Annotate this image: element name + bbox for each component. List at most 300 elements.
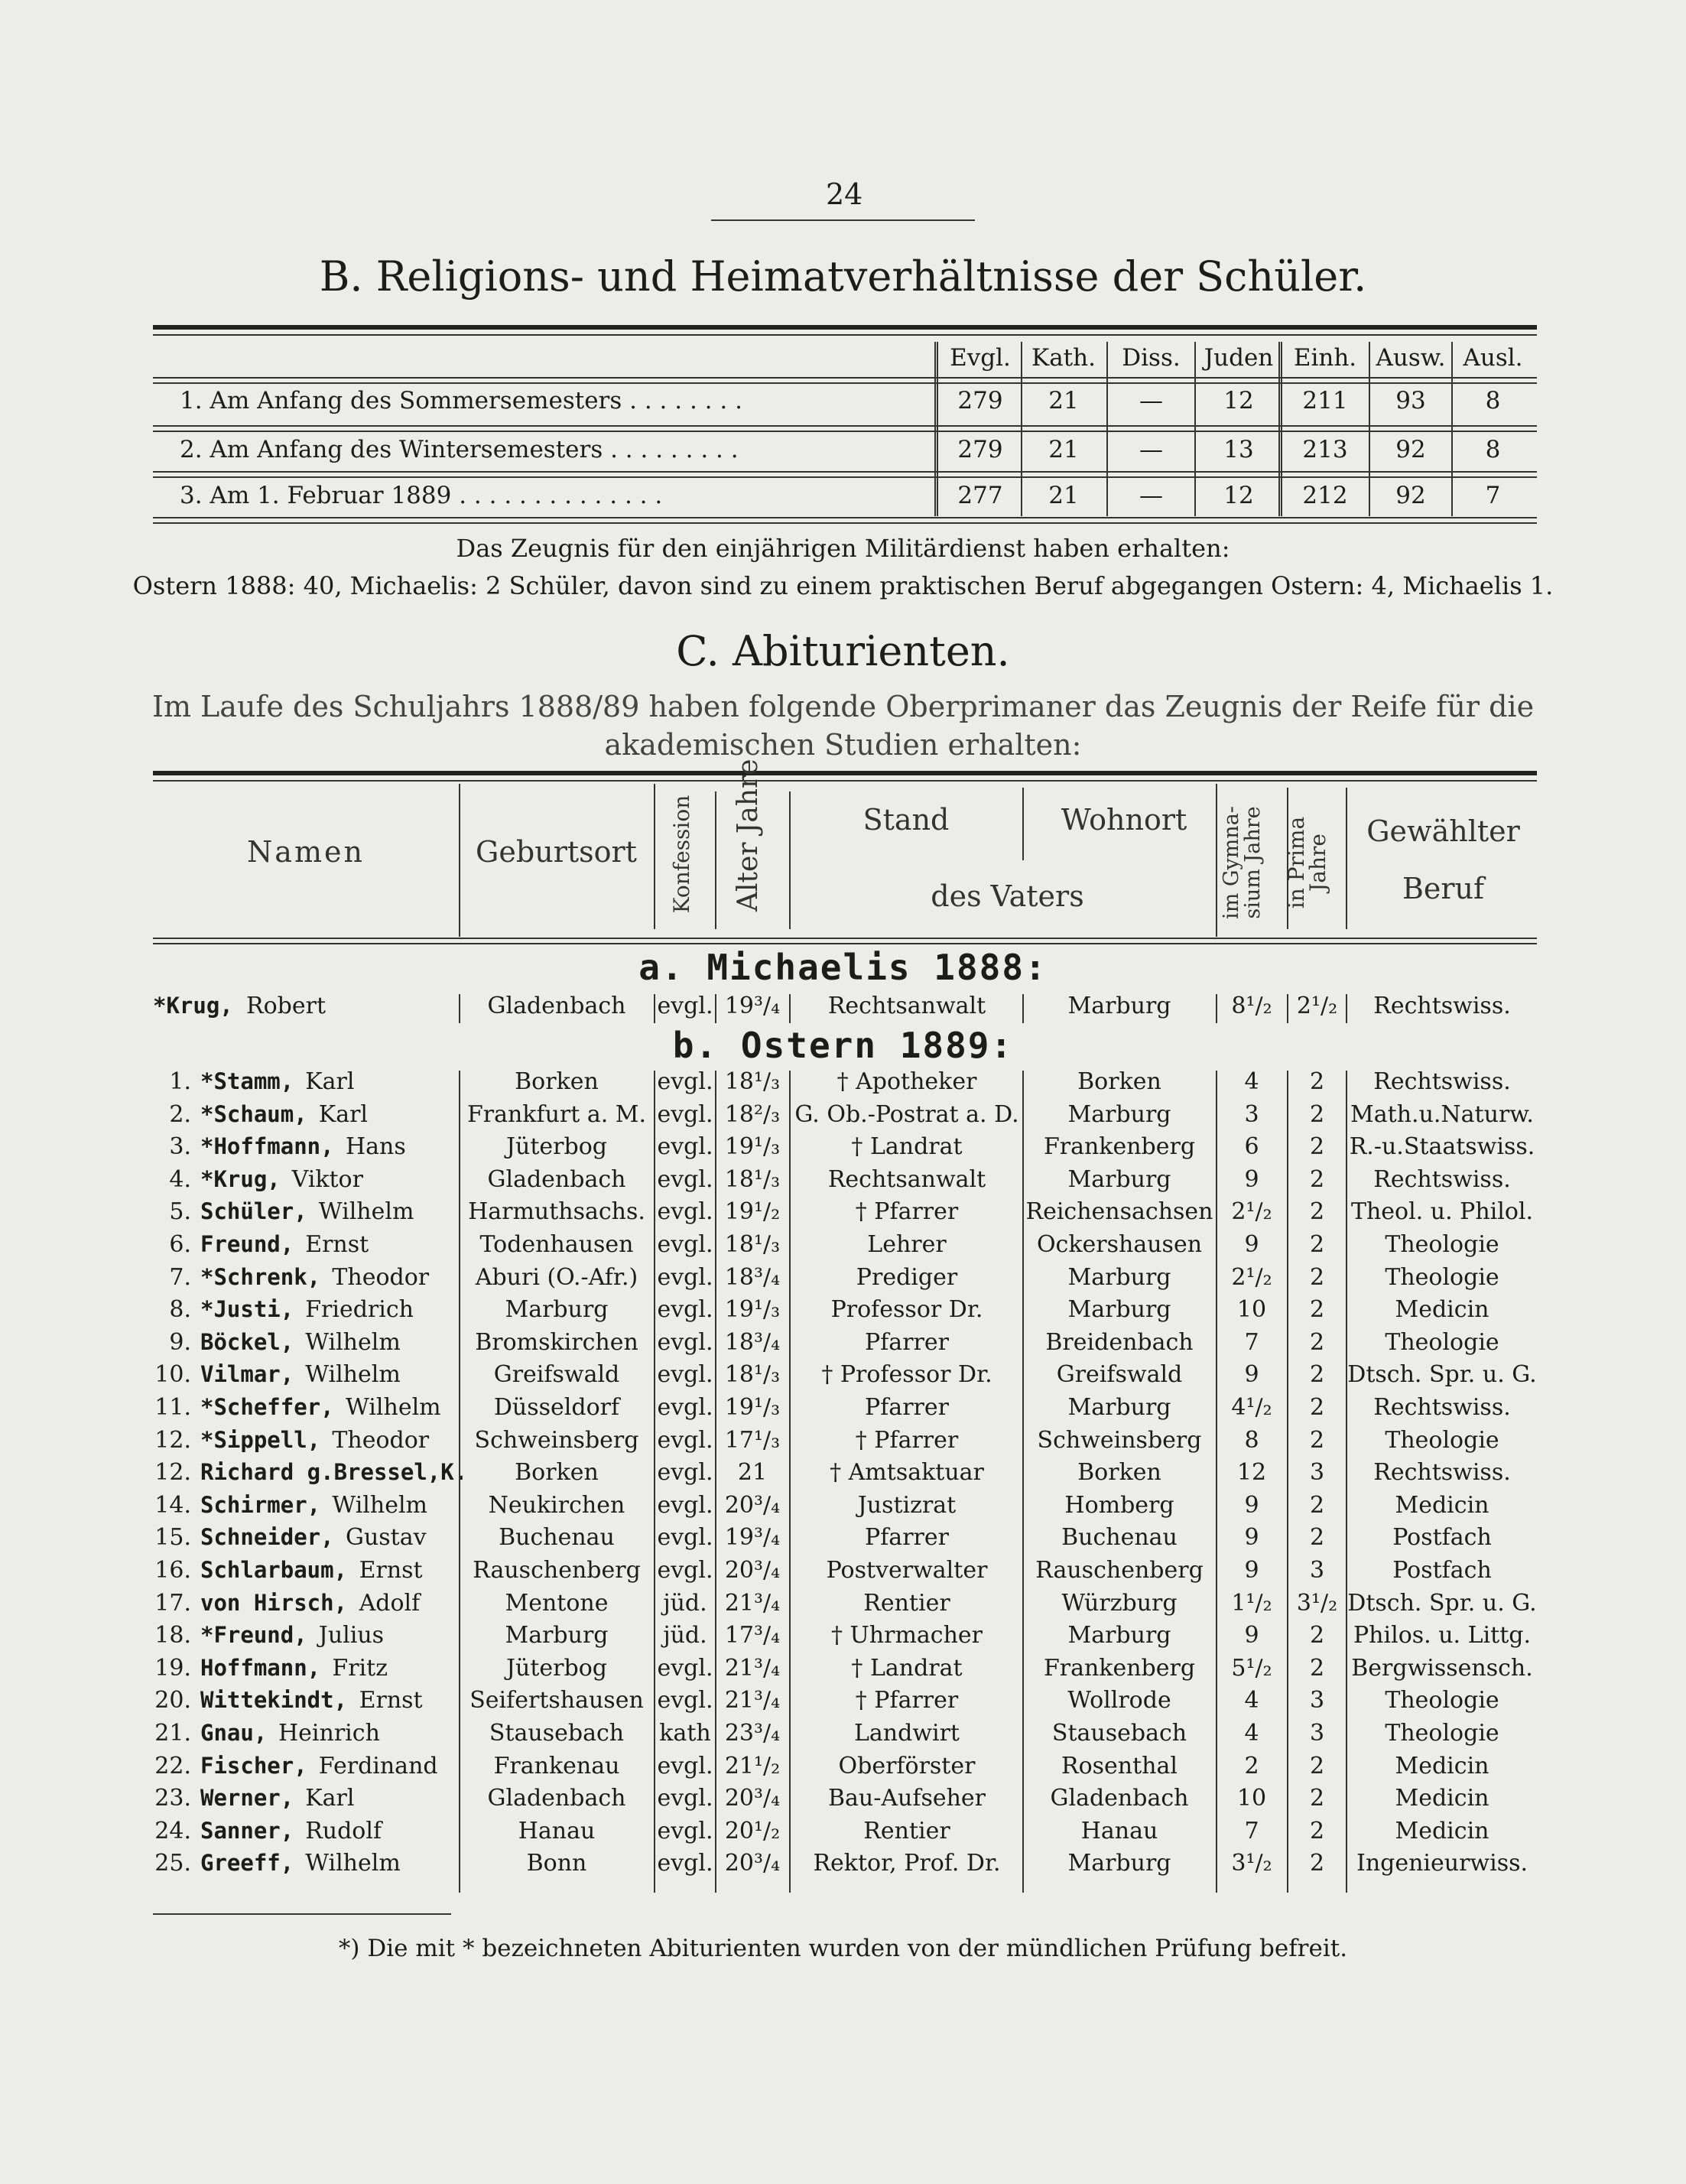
- header-divider: [715, 791, 716, 929]
- row-father-residence: Hanau: [1080, 1818, 1158, 1844]
- row-confession: evgl.: [657, 1687, 713, 1714]
- religion-cell: 279: [957, 387, 1003, 414]
- row-birthplace: Seifertshausen: [469, 1687, 644, 1714]
- row-father-residence: Marburg: [1067, 1850, 1171, 1877]
- abiturient-row: [0, 1850, 1686, 1882]
- religion-col-header: Evgl.: [950, 344, 1011, 372]
- row-firstname: Rudolf: [305, 1818, 382, 1844]
- row-gymnasium-years: 8¹/₂: [1231, 993, 1272, 1019]
- row-number: 1.: [169, 1068, 191, 1095]
- row-father-profession: Rentier: [863, 1818, 950, 1844]
- religion-col-divider: [1278, 342, 1282, 516]
- row-age: 18³/₄: [724, 1264, 781, 1291]
- body-col-divider: [654, 1071, 655, 1893]
- row-firstname: Fritz: [332, 1655, 388, 1682]
- body-col-divider: [459, 994, 460, 1023]
- row-number: 14.: [154, 1492, 191, 1519]
- row-prima-years: 3: [1309, 1557, 1325, 1584]
- abiturient-row: [0, 1394, 1686, 1426]
- row-father-residence: Marburg: [1067, 1296, 1171, 1323]
- row-birthplace: Jüterbog: [506, 1655, 607, 1682]
- religion-cell: 12: [1223, 482, 1254, 509]
- row-father-profession: Rechtsanwalt: [827, 993, 986, 1019]
- religion-col-header: Kath.: [1031, 344, 1096, 372]
- religion-row-label: 2. Am Anfang des Wintersemesters . . . . . . . . .: [180, 436, 739, 463]
- header-divider: [789, 791, 791, 929]
- row-firstname: Wilhelm: [305, 1361, 401, 1388]
- row-birthplace: Hanau: [518, 1818, 596, 1844]
- header-stand: Stand: [862, 803, 950, 837]
- row-age: 19¹/₃: [724, 1394, 781, 1421]
- row-career: Rechtswiss.: [1373, 1459, 1511, 1486]
- row-confession: kath: [659, 1720, 711, 1747]
- row-age: 21³/₄: [724, 1687, 781, 1714]
- row-age: 21: [737, 1459, 768, 1486]
- row-confession: jüd.: [663, 1590, 707, 1617]
- abiturient-row: [0, 1655, 1686, 1687]
- row-number: 20.: [154, 1687, 191, 1714]
- section-b-top-rule-thin: [153, 334, 1537, 336]
- religion-row-rule: [153, 476, 1537, 478]
- row-birthplace: Buchenau: [499, 1524, 615, 1551]
- section-b-title: B. Religions- und Heimatverhältnisse der Schüler.: [319, 252, 1367, 301]
- row-gymnasium-years: 2: [1244, 1753, 1259, 1779]
- religion-col-header: Diss.: [1122, 344, 1181, 372]
- row-career: R.-u.Staatswiss.: [1349, 1133, 1535, 1160]
- row-birthplace: Jüterbog: [506, 1133, 607, 1160]
- religion-row-rule: [153, 517, 1537, 518]
- row-career: Theologie: [1385, 1264, 1499, 1291]
- row-number: 24.: [154, 1818, 191, 1844]
- row-prima-years: 2: [1309, 1427, 1325, 1454]
- row-gymnasium-years: 10: [1236, 1785, 1267, 1812]
- abiturient-row: [0, 1590, 1686, 1622]
- row-father-profession: G. Ob.-Postrat a. D.: [794, 1101, 1019, 1128]
- abiturient-row: [0, 1329, 1686, 1361]
- religion-cell: 92: [1395, 482, 1426, 509]
- row-gymnasium-years: 7: [1244, 1818, 1259, 1844]
- row-career: Ingenieurwiss.: [1356, 1850, 1528, 1877]
- row-prima-years: 2: [1309, 1329, 1325, 1356]
- row-prima-years: 2: [1309, 1753, 1325, 1779]
- row-prima-years: 2¹/₂: [1296, 993, 1338, 1019]
- section-c-top-rule-thin: [153, 780, 1537, 782]
- row-confession: evgl.: [657, 1427, 713, 1454]
- row-number: 18.: [154, 1622, 191, 1649]
- row-confession: evgl.: [657, 1101, 713, 1128]
- row-gymnasium-years: 9: [1244, 1166, 1259, 1193]
- row-surname: *Schrenk,: [200, 1264, 321, 1290]
- row-firstname: Robert: [246, 993, 326, 1019]
- religion-col-header: Einh.: [1293, 344, 1357, 372]
- abiturient-row: [0, 1720, 1686, 1752]
- row-father-profession: Oberförster: [838, 1753, 976, 1779]
- row-prima-years: 3: [1309, 1720, 1325, 1747]
- row-career: Rechtswiss.: [1373, 1166, 1511, 1193]
- religion-col-divider: [1369, 342, 1370, 516]
- row-age: 20³/₄: [724, 1492, 781, 1519]
- row-career: Theologie: [1385, 1687, 1499, 1714]
- row-father-residence: Borken: [1077, 1459, 1161, 1486]
- row-father-profession: † Amtsaktuar: [830, 1459, 984, 1486]
- religion-col-divider: [1021, 342, 1022, 516]
- row-birthplace: Borken: [515, 1459, 599, 1486]
- abiturient-row: [0, 1198, 1686, 1230]
- row-father-profession: Rektor, Prof. Dr.: [813, 1850, 1001, 1877]
- row-father-residence: Buchenau: [1061, 1524, 1178, 1551]
- row-father-residence: Wollrode: [1067, 1687, 1171, 1714]
- row-prima-years: 2: [1309, 1296, 1325, 1323]
- row-surname: Schlarbaum,: [200, 1557, 348, 1583]
- abiturient-row: [0, 1492, 1686, 1524]
- row-father-profession: † Pfarrer: [855, 1687, 959, 1714]
- row-firstname: Ernst: [305, 1231, 369, 1258]
- row-firstname: Theodor: [332, 1427, 430, 1454]
- row-father-residence: Würzburg: [1061, 1590, 1178, 1617]
- abiturient-row: [0, 1785, 1686, 1817]
- row-confession: evgl.: [657, 1850, 713, 1877]
- religion-row-label: 1. Am Anfang des Sommersemesters . . . . . . . .: [180, 387, 742, 414]
- row-number: 25.: [154, 1850, 191, 1877]
- section-c-intro-line1: Im Laufe des Schuljahrs 1888/89 haben folgende Oberprimaner das Zeugnis der Reife für die: [151, 690, 1535, 723]
- row-age: 20³/₄: [724, 1850, 781, 1877]
- abiturient-row: [0, 1427, 1686, 1459]
- abiturient-row: [0, 1101, 1686, 1133]
- row-father-residence: Breidenbach: [1045, 1329, 1194, 1356]
- row-father-residence: Marburg: [1067, 1166, 1171, 1193]
- row-prima-years: 2: [1309, 1622, 1325, 1649]
- row-career: Postfach: [1392, 1557, 1492, 1584]
- row-prima-years: 2: [1309, 1850, 1325, 1877]
- religion-cell: 7: [1485, 482, 1501, 509]
- row-firstname: Karl: [305, 1785, 355, 1812]
- row-age: 19¹/₃: [724, 1296, 781, 1323]
- row-surname: *Stamm,: [200, 1068, 294, 1094]
- abiturient-row: [0, 1687, 1686, 1719]
- religion-cell: —: [1139, 387, 1163, 414]
- row-gymnasium-years: 4¹/₂: [1231, 1394, 1272, 1421]
- row-birthplace: Schweinsberg: [474, 1427, 639, 1454]
- row-firstname: Friedrich: [305, 1296, 414, 1323]
- row-surname: *Krug,: [200, 1166, 281, 1192]
- row-age: 23³/₄: [724, 1720, 781, 1747]
- row-career: Bergwissensch.: [1351, 1655, 1533, 1682]
- religion-cell: 12: [1223, 387, 1254, 414]
- row-gymnasium-years: 4: [1244, 1687, 1259, 1714]
- row-father-residence: Marburg: [1067, 993, 1171, 1019]
- row-confession: jüd.: [663, 1622, 707, 1649]
- abiturient-row: [0, 1133, 1686, 1165]
- row-surname: Hoffmann,: [200, 1655, 321, 1681]
- religion-cell: —: [1139, 436, 1163, 463]
- row-father-profession: † Uhrmacher: [830, 1622, 983, 1649]
- row-confession: evgl.: [657, 1557, 713, 1584]
- header-geburtsort: Geburtsort: [476, 835, 637, 869]
- row-birthplace: Düsseldorf: [493, 1394, 620, 1421]
- row-father-profession: Prediger: [856, 1264, 958, 1291]
- body-col-divider: [789, 994, 791, 1023]
- row-birthplace: Stausebach: [489, 1720, 625, 1747]
- row-age: 19³/₄: [724, 993, 781, 1019]
- row-surname: *Freund,: [200, 1622, 307, 1648]
- body-col-divider: [1022, 1071, 1024, 1893]
- religion-cell: 13: [1223, 436, 1254, 463]
- religion-col-header: Ausl.: [1463, 344, 1523, 372]
- row-birthplace: Todenhausen: [479, 1231, 634, 1258]
- header-divider: [1216, 784, 1217, 937]
- row-prima-years: 2: [1309, 1492, 1325, 1519]
- row-number: 9.: [169, 1329, 191, 1356]
- body-col-divider: [1346, 994, 1347, 1023]
- row-career: Math.u.Naturw.: [1350, 1101, 1534, 1128]
- religion-col-divider: [1451, 342, 1453, 516]
- row-number: 2.: [169, 1101, 191, 1128]
- row-age: 18²/₃: [724, 1101, 781, 1128]
- row-gymnasium-years: 9: [1244, 1622, 1259, 1649]
- row-number: 12.: [154, 1427, 191, 1454]
- row-career: Dtsch. Spr. u. G.: [1347, 1361, 1537, 1388]
- religion-cell: 277: [957, 482, 1003, 509]
- abiturient-row: [0, 1459, 1686, 1491]
- row-number: 16.: [154, 1557, 191, 1584]
- section-c-header-rule-2: [153, 943, 1537, 944]
- row-surname: Böckel,: [200, 1329, 294, 1355]
- row-birthplace: Aburi (O.-Afr.): [475, 1264, 638, 1291]
- row-gymnasium-years: 4: [1244, 1720, 1259, 1747]
- row-father-residence: Rosenthal: [1061, 1753, 1178, 1779]
- row-number: 19.: [154, 1655, 191, 1682]
- section-c-top-rule: [153, 771, 1537, 775]
- row-age: 18¹/₃: [724, 1166, 781, 1193]
- row-father-profession: Pfarrer: [865, 1524, 949, 1551]
- religion-col-header: Juden: [1204, 344, 1274, 372]
- abiturient-row: [0, 1296, 1686, 1328]
- row-father-profession: Rentier: [863, 1590, 950, 1617]
- religion-cell: 213: [1302, 436, 1348, 463]
- row-confession: evgl.: [657, 1394, 713, 1421]
- row-surname: Greeff,: [200, 1850, 294, 1876]
- row-gymnasium-years: 1¹/₂: [1231, 1590, 1272, 1617]
- page-number-rule: [711, 219, 975, 221]
- body-col-divider: [1216, 1071, 1217, 1893]
- row-gymnasium-years: 10: [1236, 1296, 1267, 1323]
- religion-cell: —: [1139, 482, 1163, 509]
- abiturient-row: [0, 1231, 1686, 1263]
- row-prima-years: 3¹/₂: [1296, 1590, 1338, 1617]
- row-number: 11.: [154, 1394, 191, 1421]
- row-surname: Werner,: [200, 1785, 294, 1811]
- religion-row-rule: [153, 382, 1537, 384]
- row-surname: Schüler,: [200, 1198, 307, 1224]
- group-a-heading: a. Michaelis 1888:: [638, 947, 1048, 988]
- row-prima-years: 2: [1309, 1166, 1325, 1193]
- row-father-residence: Borken: [1077, 1068, 1161, 1095]
- abiturient-row: [0, 1068, 1686, 1100]
- row-career: Theologie: [1385, 1720, 1499, 1747]
- row-gymnasium-years: 6: [1244, 1133, 1259, 1160]
- religion-cell: 279: [957, 436, 1003, 463]
- row-father-profession: Justizrat: [857, 1492, 957, 1519]
- body-col-divider: [1216, 994, 1217, 1023]
- abiturient-row: [0, 1818, 1686, 1850]
- row-firstname: Ernst: [359, 1687, 423, 1714]
- row-confession: evgl.: [657, 1296, 713, 1323]
- body-col-divider: [715, 994, 716, 1023]
- row-confession: evgl.: [657, 1231, 713, 1258]
- row-father-profession: † Pfarrer: [855, 1198, 959, 1225]
- religion-row-rule: [153, 425, 1537, 427]
- row-prima-years: 2: [1309, 1101, 1325, 1128]
- row-number: 4.: [169, 1166, 191, 1193]
- religion-cell: 21: [1048, 387, 1079, 414]
- abiturient-row: [0, 1753, 1686, 1785]
- religion-cell: 21: [1048, 482, 1079, 509]
- row-confession: evgl.: [657, 1198, 713, 1225]
- row-gymnasium-years: 8: [1244, 1427, 1259, 1454]
- religion-cell: 21: [1048, 436, 1079, 463]
- row-surname: *Schaum,: [200, 1101, 307, 1127]
- row-birthplace: Bonn: [526, 1850, 587, 1877]
- row-career: Medicin: [1395, 1296, 1489, 1323]
- header-divider: [654, 784, 655, 929]
- row-father-residence: Marburg: [1067, 1101, 1171, 1128]
- row-father-profession: Pfarrer: [865, 1394, 949, 1421]
- row-firstname: Hans: [346, 1133, 406, 1160]
- abiturient-row: [0, 1264, 1686, 1296]
- religion-cell: 8: [1485, 387, 1501, 414]
- row-age: 18¹/₃: [724, 1361, 781, 1388]
- header-divider: [1346, 788, 1347, 929]
- row-firstname: Adolf: [359, 1590, 421, 1617]
- row-birthplace: Neukirchen: [488, 1492, 625, 1519]
- row-father-residence: Schweinsberg: [1037, 1427, 1202, 1454]
- header-divider: [459, 784, 460, 937]
- row-career: Medicin: [1395, 1753, 1489, 1779]
- row-gymnasium-years: 2¹/₂: [1231, 1198, 1272, 1225]
- footnote: *) Die mit * bezeichneten Abiturienten wurden von der mündlichen Prüfung befreit.: [338, 1935, 1348, 1962]
- section-c-title: C. Abiturienten.: [676, 627, 1010, 675]
- header-divider: [1022, 788, 1024, 860]
- row-confession: evgl.: [657, 1818, 713, 1844]
- row-father-profession: † Professor Dr.: [821, 1361, 992, 1388]
- row-firstname: Wilhelm: [332, 1492, 428, 1519]
- body-col-divider: [789, 1071, 791, 1893]
- row-career: Medicin: [1395, 1818, 1489, 1844]
- row-number: 15.: [154, 1524, 191, 1551]
- religion-cell: 8: [1485, 436, 1501, 463]
- row-prima-years: 2: [1309, 1361, 1325, 1388]
- row-career: Theol. u. Philol.: [1350, 1198, 1534, 1225]
- row-prima-years: 2: [1309, 1394, 1325, 1421]
- row-father-profession: Professor Dr.: [830, 1296, 983, 1323]
- row-prima-years: 2: [1309, 1785, 1325, 1812]
- abiturient-row: [0, 1524, 1686, 1556]
- religion-col-divider: [1106, 342, 1108, 516]
- row-gymnasium-years: 9: [1244, 1492, 1259, 1519]
- header-prima: in Prima Jahre: [1284, 816, 1330, 909]
- row-father-residence: Frankenberg: [1043, 1133, 1196, 1160]
- row-firstname: Wilhelm: [305, 1850, 401, 1877]
- row-age: 20³/₄: [724, 1557, 781, 1584]
- row-father-profession: Landwirt: [853, 1720, 960, 1747]
- row-firstname: Karl: [318, 1101, 369, 1128]
- row-confession: evgl.: [657, 1264, 713, 1291]
- row-father-profession: Lehrer: [867, 1231, 947, 1258]
- religion-cell: 212: [1302, 482, 1348, 509]
- row-prima-years: 2: [1309, 1068, 1325, 1095]
- row-prima-years: 3: [1309, 1687, 1325, 1714]
- body-col-divider: [459, 1071, 460, 1893]
- religion-row-rule: [153, 471, 1537, 473]
- row-birthplace: Marburg: [505, 1622, 609, 1649]
- row-prima-years: 2: [1309, 1524, 1325, 1551]
- abiturient-row: [0, 1361, 1686, 1393]
- row-age: 20³/₄: [724, 1785, 781, 1812]
- row-prima-years: 2: [1309, 1264, 1325, 1291]
- row-age: 21³/₄: [724, 1590, 781, 1617]
- row-number: 8.: [169, 1296, 191, 1323]
- row-career: Rechtswiss.: [1373, 993, 1511, 1019]
- row-surname: *Krug,: [153, 993, 233, 1019]
- row-prima-years: 2: [1309, 1231, 1325, 1258]
- row-surname: *Hoffmann,: [200, 1133, 334, 1159]
- row-father-residence: Frankenberg: [1043, 1655, 1196, 1682]
- religion-col-divider: [934, 342, 938, 516]
- row-number: 6.: [169, 1231, 191, 1258]
- row-career: Theologie: [1385, 1231, 1499, 1258]
- row-surname: Richard g.Bressel,K.: [200, 1459, 468, 1485]
- abiturient-row: [0, 1557, 1686, 1589]
- row-surname: von Hirsch,: [200, 1590, 348, 1616]
- body-col-divider: [654, 994, 655, 1023]
- row-surname: Vilmar,: [200, 1361, 294, 1387]
- body-col-divider: [1346, 1071, 1347, 1893]
- row-gymnasium-years: 12: [1236, 1459, 1267, 1486]
- row-age: 18¹/₃: [724, 1231, 781, 1258]
- row-age: 18¹/₃: [724, 1068, 781, 1095]
- row-surname: Fischer,: [200, 1753, 307, 1779]
- abiturient-row: [0, 1622, 1686, 1654]
- row-firstname: Wilhelm: [346, 1394, 441, 1421]
- header-gymnasium: im Gymna- sium Jahre: [1220, 806, 1265, 919]
- row-birthplace: Mentone: [505, 1590, 609, 1617]
- row-number: 21.: [154, 1720, 191, 1747]
- row-father-residence: Marburg: [1067, 1264, 1171, 1291]
- row-surname: *Scheffer,: [200, 1394, 334, 1420]
- row-father-residence: Ockershausen: [1036, 1231, 1203, 1258]
- header-beruf-1: Gewählter: [1366, 814, 1520, 848]
- row-father-profession: † Landrat: [851, 1655, 963, 1682]
- row-birthplace: Gladenbach: [487, 1785, 626, 1812]
- row-surname: Sanner,: [200, 1818, 294, 1844]
- row-birthplace: Borken: [515, 1068, 599, 1095]
- row-confession: evgl.: [657, 1785, 713, 1812]
- row-surname: *Justi,: [200, 1296, 294, 1322]
- row-prima-years: 2: [1309, 1133, 1325, 1160]
- row-firstname: Julius: [318, 1622, 385, 1649]
- row-age: 19¹/₂: [724, 1198, 781, 1225]
- row-gymnasium-years: 2¹/₂: [1231, 1264, 1272, 1291]
- religion-row-rule: [153, 377, 1537, 379]
- row-surname: Schneider,: [200, 1524, 334, 1550]
- row-surname: Schirmer,: [200, 1492, 321, 1518]
- footnote-rule: [153, 1913, 451, 1915]
- body-col-divider: [1287, 994, 1288, 1023]
- row-birthplace: Greifswald: [493, 1361, 620, 1388]
- row-confession: evgl.: [657, 1068, 713, 1095]
- row-number: 12.: [154, 1459, 191, 1486]
- row-prima-years: 2: [1309, 1198, 1325, 1225]
